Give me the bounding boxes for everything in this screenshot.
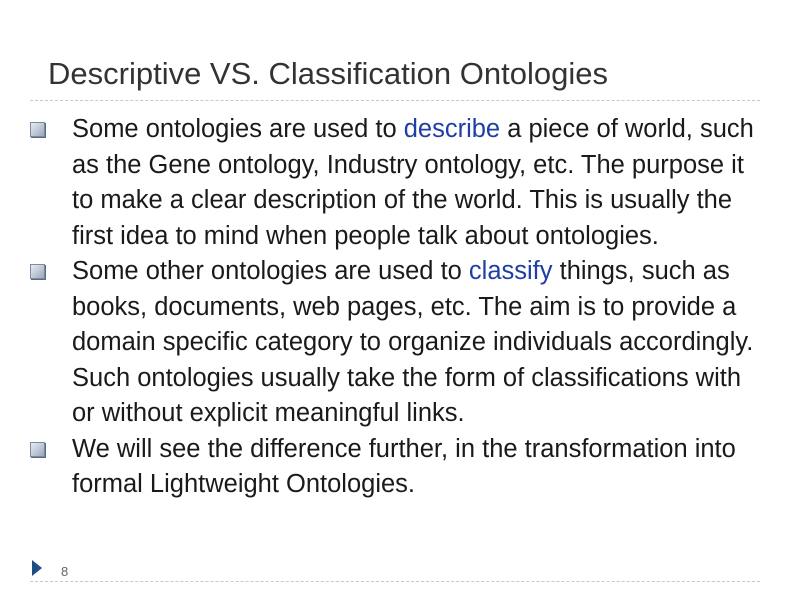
bullet-text: We will see the difference further, in the transformation into formal Lightweight Ontologies. (72, 434, 736, 498)
footer-divider (30, 581, 760, 582)
checkbox-square-icon (30, 122, 45, 137)
bullet-item (30, 432, 760, 503)
keyword-classify: classify (468, 257, 553, 285)
title-divider (30, 100, 760, 101)
bullet-text-after: a piece of world, such as the Gene ontology, Industry ontology, etc. The purpose it to make a clear description of the world. This is usually the first idea to mind when people talk about ontologies. (72, 115, 754, 250)
checkbox-square-icon (30, 442, 45, 457)
right-triangle-arrow-icon (32, 560, 42, 576)
page-number: 8 (61, 564, 69, 579)
checkbox-square-icon (30, 264, 45, 279)
bullet-item (30, 112, 760, 254)
bullet-list (30, 112, 760, 503)
bullet-text-after: things, such as books, documents, web pages, etc. The aim is to provide a domain specific category to organize individuals accordingly. Such ontologies usually take the form of classifications with or without explicit meaningful links. (72, 257, 754, 427)
bullet-item (30, 254, 760, 432)
bullet-text-before: Some ontologies are used to (72, 115, 404, 143)
bullet-text-before: Some other ontologies are used to (72, 257, 469, 285)
keyword-describe: describe (403, 115, 501, 143)
slide-title: Descriptive VS. Classification Ontologies (48, 56, 608, 91)
